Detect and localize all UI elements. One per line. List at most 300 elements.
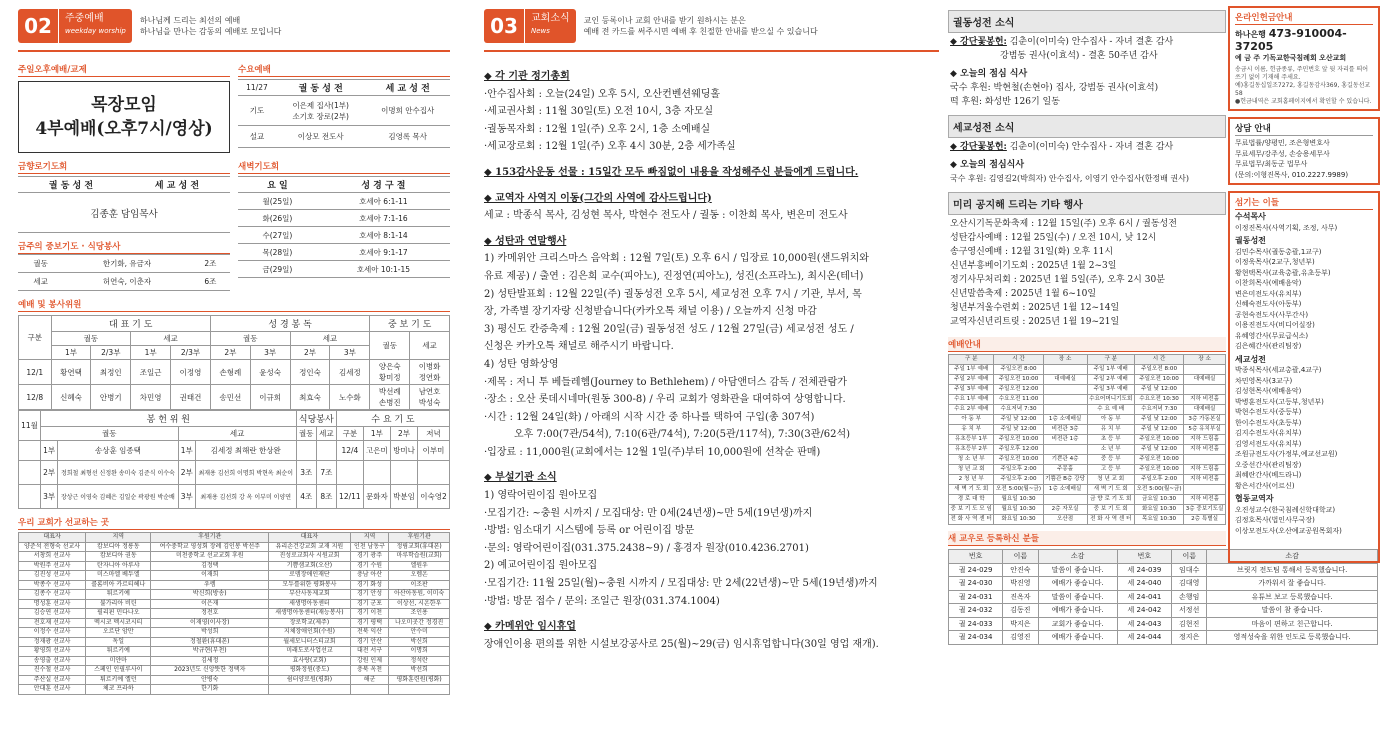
cell: 지체장애인회(수원) — [269, 628, 350, 638]
cell: 박규현(부천) — [151, 647, 269, 657]
column-header: 장 소 — [1184, 355, 1226, 365]
divider — [484, 50, 939, 52]
cell: 수(27일) — [238, 227, 317, 244]
cell: 오산점 — [1043, 515, 1087, 525]
cell: 캄보디아 권동 — [86, 552, 151, 562]
cell: 수요저녁 7:30 — [994, 405, 1043, 415]
cell: 신혜숙 — [51, 385, 91, 410]
cell: 궐 24-032 — [949, 604, 1003, 618]
news-line: 3) 평신도 칸증축제 : 12월 20일(금) 궐동성전 성도 / 12월 27일(금) 세교성전 성도 / — [484, 323, 854, 335]
cell — [370, 360, 410, 385]
table-row — [949, 415, 1226, 425]
cell: 청 년 교 회 — [949, 465, 994, 475]
news-body — [484, 68, 939, 653]
cell: 김세정 최해란 한상완 — [195, 441, 296, 461]
cell: 목요일 10:30 — [1134, 515, 1183, 525]
cell: 세 24-040 — [1117, 577, 1171, 591]
cell: 박성희 — [151, 628, 269, 638]
incense-table — [18, 176, 230, 233]
cell: 인천 남동구 — [350, 542, 389, 552]
cell: 장로학교(제주) — [269, 618, 350, 628]
news-line: ·방법: 방문 접수 / 문의: 조일근 원장(031.374.1004) — [484, 595, 720, 607]
cell: 캄보디아 정릉동 — [86, 542, 151, 552]
cell: 정인숙 — [290, 360, 330, 385]
table-row — [19, 647, 450, 657]
sidebar-info — [1228, 6, 1380, 738]
cell: 김영진 — [1003, 631, 1038, 645]
column-header: 시 간 — [994, 355, 1043, 365]
news-line: ·세교권사회 : 11월 30일(토) 오전 10시, 3층 자모실 — [484, 106, 714, 118]
cell: 이부미 — [418, 441, 450, 461]
cell: 이정수 선교사 — [19, 628, 86, 638]
cell: 멕시코 멕시코시티 — [86, 618, 151, 628]
service-table — [18, 315, 450, 410]
cell: 궐 동 성 전 — [276, 80, 366, 96]
column-header: 대표자 — [269, 533, 350, 543]
cell: 주일오전 10:00 — [1134, 375, 1183, 385]
cell: 금요일 10:30 — [1134, 495, 1183, 505]
staff-item: 이상모전도사(오산예교공원목회자) — [1235, 526, 1342, 535]
cell: 비전관 3층 — [1043, 425, 1087, 435]
cell — [363, 461, 390, 485]
news-heading: ◆ 교역자 사역지 이동(그간의 사역에 감사드립니다) — [484, 192, 712, 204]
cell: 세교 — [178, 427, 296, 441]
cell: 안병기 — [91, 385, 131, 410]
cell: 안진숙 — [1003, 563, 1038, 577]
cell: 수요오전 10:30 — [1134, 395, 1183, 405]
table-row — [19, 609, 450, 619]
cell: 김승연 선교사 — [19, 609, 86, 619]
table-row — [949, 385, 1226, 395]
section-tag — [58, 9, 132, 43]
cell: 기쁨관 B층 강당 — [1043, 475, 1087, 485]
cell: 유 치 부 — [1087, 425, 1134, 435]
cell — [1184, 385, 1226, 395]
segyo-news-title: 세교성전 소식 — [948, 115, 1226, 138]
cell: 조인용 — [389, 609, 450, 619]
cell: 수 요 예 배 — [1087, 405, 1134, 415]
cell: 설교 — [238, 126, 276, 148]
label: ◆ 오늘의 점심 식사 — [950, 69, 1028, 79]
news-heading: ◆ 부설기관 소식 — [484, 472, 557, 484]
cell: 스페인 인필루사이 — [86, 666, 151, 676]
cell: 김대영 — [1172, 577, 1207, 591]
column-header: 후원기관 — [151, 533, 269, 543]
cell: 수요오전 11:00 — [994, 395, 1043, 405]
box-title: 온라인헌금안내 — [1235, 11, 1373, 25]
cell: 월(25일) — [238, 193, 317, 210]
cell: 송영출 선교사 — [19, 656, 86, 666]
cell: 2/3부 — [91, 346, 131, 360]
cell: 안병숙 — [151, 675, 269, 685]
staff-item: 유혜영간사(무료급식소) — [1235, 331, 1309, 340]
news-line: 4) 성탄 영화상영 — [484, 358, 559, 370]
line: 이은제 집사(1부) — [292, 100, 349, 110]
cell: 세 24-043 — [1117, 617, 1171, 631]
news-line: ·입장료 : 11,000원(교회에서는 12월 1일(주)부터 10,000원에 선착순 판매) — [484, 446, 821, 458]
cell: 송상훈 임종택 — [58, 441, 178, 461]
event-item: 신년부흥베이기도회 : 2025년 1월 2~3일 — [950, 261, 1117, 271]
cell: 이규희 — [250, 385, 290, 410]
line: 손병진 — [378, 398, 401, 407]
cell — [1184, 365, 1226, 375]
column-header: 구 분 — [1087, 355, 1134, 365]
cell: 대전 서구 — [350, 647, 389, 657]
event-item: 성탄감사예배 : 12월 25일(수) / 오전 10시, 낮 12시 — [950, 233, 1157, 243]
cell: 지하 비전홀 — [1184, 445, 1226, 455]
cell: 박신희(방송) — [151, 590, 269, 600]
table-row — [19, 628, 450, 638]
table-row — [19, 542, 450, 552]
cell: 대예배실 — [1184, 405, 1226, 415]
cell: 유리손건강교회 교재 지원 — [269, 542, 350, 552]
bank: 하나은행 — [1235, 30, 1266, 39]
cell: 윤성숙 — [250, 360, 290, 385]
cell: 정전호 — [151, 609, 269, 619]
cell: 양준석 전형숙 선교사 — [19, 542, 86, 552]
table-row — [19, 571, 450, 581]
cell: 2부 — [290, 346, 330, 360]
events-list — [948, 215, 1226, 331]
newcomers-title: 새 교우로 등록하신 분들 — [948, 531, 1226, 546]
news-page — [484, 6, 939, 738]
cell: 월세모니터스티교회 — [269, 637, 350, 647]
cell: 5층 유치부실 — [1184, 425, 1226, 435]
account-number: 473-910004-37205 — [1235, 27, 1347, 53]
section-number: 03 — [484, 9, 524, 43]
cell: 세교 — [410, 332, 450, 360]
cell: 박신희 — [389, 637, 450, 647]
cell — [19, 441, 41, 461]
line: 정연화 — [418, 373, 441, 382]
cell: 주일오전 10:00 — [994, 435, 1043, 445]
text: 떡 후원: 화성반 126기 일동 — [950, 97, 1060, 107]
label: ◆ 오늘의 점심식사 — [950, 160, 1025, 170]
staff-item: 김지수전도사(유치부) — [1235, 429, 1302, 437]
table-row — [19, 599, 450, 609]
cell — [410, 385, 450, 410]
cell: 미래도로사업선교 — [269, 647, 350, 657]
section-number: 02 — [18, 9, 58, 43]
cell: 아 동 부 — [949, 415, 994, 425]
desc-line: 하나님께 드리는 최선의 예배 — [139, 16, 241, 25]
news-line: 1) 영락어린이집 원아모집 — [484, 490, 598, 502]
cell: 1부 — [131, 346, 171, 360]
news-line: ·세교장로회 : 12월 1일(주) 오후 4시 30분, 2층 세가족실 — [484, 141, 736, 153]
group-title: 궐동성전 — [1235, 236, 1266, 245]
news-line: ·방법: 임소대기 시스템에 등록 or 어린이집 방문 — [484, 525, 695, 537]
cell: 미스마엘 베두엘 — [86, 571, 151, 581]
dawn-table — [238, 176, 450, 278]
cell: 황연택 — [51, 360, 91, 385]
cell: 지하 드림홀 — [1184, 435, 1226, 445]
cell: 손행임 — [1172, 590, 1207, 604]
cell: 주일오전 10:00 — [1134, 435, 1183, 445]
cell: 3부 — [330, 346, 370, 360]
news-line: ·제목 : 저니 투 베들레헴(Journey to Bethlehem) / 아담앤더스 감독 / 전체관람가 — [484, 376, 847, 388]
table-row — [949, 375, 1226, 385]
table-row — [19, 637, 450, 647]
box-title: 섬기는 이들 — [1235, 196, 1373, 210]
cell — [418, 461, 450, 485]
cell: 경기 안성 — [350, 590, 389, 600]
event-item: 송구영신예배 : 12월 31일(화) 오후 11시 — [950, 247, 1114, 257]
table-row — [949, 485, 1226, 495]
cell: 세 24-041 — [1117, 590, 1171, 604]
cell: 새생명아동센터 — [269, 599, 350, 609]
cell: 권태건 — [171, 385, 211, 410]
section-tag-en: weekday worship — [65, 27, 126, 35]
box-title: 상담 안내 — [1235, 122, 1373, 136]
staff-item: 이정진목사(사역기획, 조정, 사무) — [1235, 223, 1338, 232]
cell: 유튜브 보고 등록했습니다. — [1207, 590, 1378, 604]
cell: 서창희 선교사 — [19, 552, 86, 562]
news-line: ·모집기간: 11월 25일(월)~충원 시까지 / 모집대상: 만 2세(22년생)~만 5세(19년생)까지 — [484, 578, 878, 590]
note: 송금시 이름, 헌금종류, 주민번호 앞 뒷 자리를 띄어쓰기 없이 기재해 주세요. — [1235, 66, 1369, 81]
cell: 마음이 편하고 친근합니다. — [1207, 617, 1378, 631]
cell: 나오미곳간 정경진 — [389, 618, 450, 628]
cell: 정림교회(휴대폰) — [389, 542, 450, 552]
staff-item: 박현수전도사(중등부) — [1235, 408, 1302, 416]
cell: 김종수 선교사 — [19, 590, 86, 600]
cell: 유 치 부 — [949, 425, 994, 435]
cell: 2조 — [191, 255, 230, 273]
cell: 궐 24-031 — [949, 590, 1003, 604]
cell: 한기화, 유금자 — [63, 255, 191, 273]
cell: 말씀이 좋습니다. — [1038, 563, 1117, 577]
section-tag-ko: 교회소식 — [531, 13, 570, 24]
cell: 궐동 — [210, 332, 290, 346]
cell: 최정인 — [91, 360, 131, 385]
cell: 호세아 7:1-16 — [317, 210, 450, 227]
cell: 1부 — [51, 346, 91, 360]
cell: 튀르키예 옐던 — [86, 675, 151, 685]
online-offering-box — [1228, 6, 1380, 111]
cell — [296, 441, 316, 461]
cell: 주일오전 10:00 — [1134, 465, 1183, 475]
column-header: 소감 — [1038, 550, 1117, 564]
table-row — [949, 505, 1226, 515]
staff-item: 이용진전도사(비디어실장) — [1235, 321, 1315, 329]
table-row — [949, 405, 1226, 415]
cell: 소 년 부 — [1087, 445, 1134, 455]
cell: 새 벽 기 도 회 — [1087, 485, 1134, 495]
cell: 화요일 10:30 — [994, 515, 1043, 525]
cell: 독일 — [86, 637, 151, 647]
cell: 주일 1부 예배 — [1087, 365, 1134, 375]
cell: 주일 2부 예배 — [1087, 375, 1134, 385]
cell: 튀르키예 — [86, 590, 151, 600]
cell: 박지은 — [1003, 617, 1038, 631]
cell: 6조 — [191, 273, 230, 291]
cell: 충남 아산 — [350, 571, 389, 581]
cell: 브릿지 전도팀 통해서 등록했습니다. — [1207, 563, 1378, 577]
cell: 이숙영2 — [418, 485, 450, 509]
counsel-item: 무료법률/양평민, 조은형변호사 — [1235, 139, 1330, 147]
cell: 12/11 — [336, 485, 363, 509]
cell: 마루학습원(교회) — [389, 552, 450, 562]
cell: 박진영 — [1003, 577, 1038, 591]
section-tag — [524, 9, 576, 43]
cell: 11월 — [19, 411, 41, 441]
cell: 허연숙, 이춘자 — [63, 273, 191, 291]
cell: 방미나 — [390, 441, 417, 461]
cell: 주일오후 2:00 — [1134, 475, 1183, 485]
news-line: ·시간 : 12월 24일(화) / 아래의 시작 시간 중 하나를 택하여 구입(총 307석) — [484, 411, 815, 423]
mission-title: 우리 교회가 선교하는 곳 — [18, 514, 450, 530]
cell: 오전 5:00(월~금) — [1134, 485, 1183, 495]
cell: 최효숙 — [290, 385, 330, 410]
cell: 오르단 암만 — [86, 628, 151, 638]
news-line: 유료 제공) / 출연 : 김은희 교수(피아노), 진정연(피아노), 성진(소프라노), 최시온(테너) — [484, 270, 864, 282]
incense-title: 금향로기도회 — [18, 158, 230, 174]
event-item: 신년말씀축제 : 2025년 1월 6~10일 — [950, 289, 1097, 299]
cell: 주일오전 8:00 — [1134, 365, 1183, 375]
table-row — [19, 552, 450, 562]
section-desc — [584, 15, 818, 37]
cell: 이명희 — [389, 647, 450, 657]
cell: 김현진 — [1172, 617, 1207, 631]
cell: 로뎀장애인재단 — [269, 571, 350, 581]
cell: 예배가 좋습니다. — [1038, 631, 1117, 645]
table-row — [949, 435, 1226, 445]
sunday-afternoon-title: 주일오후예배/교제 — [18, 61, 230, 77]
cell: 주일 낮 12:00 — [994, 415, 1043, 425]
section-tag-ko: 주중예배 — [65, 13, 104, 24]
cell — [316, 441, 336, 461]
table-row — [19, 685, 450, 695]
cell: 식당봉사 — [296, 411, 336, 427]
cell: 중 등 부 — [1087, 455, 1134, 465]
events-title: 미리 공지해 드리는 기타 행사 — [948, 192, 1226, 215]
service-title: 예배 및 봉사위원 — [18, 296, 450, 312]
cell: 불가리아 비틴 — [86, 599, 151, 609]
cell: 주일오전 10:00 — [994, 455, 1043, 465]
desc-line: 교인 등록이나 교회 안내를 받기 원하시는 분은 — [583, 16, 746, 25]
cell: 봉 헌 위 원 — [41, 411, 297, 427]
cell: 화(26일) — [238, 210, 317, 227]
event-item: 오산시기독문화축제 : 12월 15일(주) 오후 6시 / 궐동성전 — [950, 219, 1177, 229]
cell: 7조 — [316, 461, 336, 485]
cell: 12/1 — [19, 360, 52, 385]
table-row — [19, 675, 450, 685]
cell: 세 교 성 전 — [124, 177, 230, 193]
cell: 이상선, 시온한우 — [389, 599, 450, 609]
cell: 김영록 목사 — [365, 126, 450, 148]
counsel-item: 무료세무/강주성, 손승용세무사 — [1235, 149, 1330, 158]
cell: 주일 낮 12:00 — [994, 425, 1043, 435]
cell — [19, 461, 41, 485]
cell: 김정택 — [151, 561, 269, 571]
cell: 기쁨샘교회(오산) — [269, 561, 350, 571]
cell: 송민선 — [210, 385, 250, 410]
wednesday-title: 수요예배 — [238, 61, 450, 77]
cell: 효사랑(교회) — [269, 656, 350, 666]
cell: 쉼터양로원(평화) — [269, 675, 350, 685]
column-header: 이름 — [1172, 550, 1207, 564]
cell: 차민영 — [131, 385, 171, 410]
column-header: 시 간 — [1134, 355, 1183, 365]
cell: 2부 — [210, 346, 250, 360]
news-line: 2) 예교어린이집 원아모집 — [484, 560, 598, 572]
cell: 대예배실 — [1184, 375, 1226, 385]
cell: 수요 1부 예배 — [949, 395, 994, 405]
group-title: 세교성전 — [1235, 354, 1266, 364]
staff-item: 차민영목사(3교구) — [1235, 376, 1293, 385]
cell — [1043, 385, 1087, 395]
cell: 콜롬비아 카르티헤나 — [86, 580, 151, 590]
cell — [19, 485, 41, 509]
staff-item: 박종식목사(세교총괄,4교구) — [1235, 366, 1322, 374]
line: 남연호 — [418, 387, 441, 396]
column-header: 장 소 — [1043, 355, 1087, 365]
cell: 궐 동 성 전 — [18, 177, 124, 193]
cell: 말씀이 좋습니다. — [1038, 590, 1117, 604]
column-header: 후원기관 — [389, 533, 450, 543]
cell: 필리핀 민다나오 — [86, 609, 151, 619]
cell: 세교 — [131, 332, 211, 346]
staff-item: 최혜란간사(베드라니) — [1235, 471, 1302, 479]
cell: 경기 이천 — [350, 609, 389, 619]
cell: 이정영 — [171, 360, 211, 385]
cell: 손형례 — [210, 360, 250, 385]
cell: 진옥자 — [1003, 590, 1038, 604]
cell: 경기 수원 — [350, 561, 389, 571]
cell: 3부 — [41, 485, 58, 509]
cell: 궐 24-029 — [949, 563, 1003, 577]
cell — [1184, 485, 1226, 495]
line: 이병화 — [418, 362, 441, 371]
cell: 체코 프라하 — [86, 685, 151, 695]
sunday-afternoon-box — [18, 81, 230, 153]
cell: 주일 낮 12:00 — [1134, 445, 1183, 455]
big-line: 4부예배(오후7시/영상) — [35, 119, 213, 139]
cell: 예배가 좋습니다. — [1038, 604, 1117, 618]
cell: 전북 익산 — [350, 628, 389, 638]
cell: 주일 3부 예배 — [1087, 385, 1134, 395]
cell: 김종훈 담임목사 — [18, 193, 230, 233]
desc-line: 예배 전 카드를 써주시면 예배 후 친절한 안내를 받으실 수 있습니다 — [583, 27, 818, 36]
cell: 궐 24-034 — [949, 631, 1003, 645]
cell: 1층 소예배실 — [1043, 415, 1087, 425]
news-line: ·궐동목자회 : 12월 1일(주) 오후 2시, 1층 소예배실 — [484, 123, 711, 135]
cell: 주일오전 12:00 — [994, 385, 1043, 395]
table-row — [949, 515, 1226, 525]
cell: 궐동 — [18, 255, 63, 273]
news-line: ·안수집사회 : 오늘(24일) 오후 5시, 오산컨벤션웨딩홀 — [484, 88, 721, 100]
group-title: 협동교역자 — [1235, 494, 1274, 503]
cell: 3조 — [296, 461, 316, 485]
table-row — [949, 465, 1226, 475]
cell — [336, 461, 363, 485]
cell: 2 청 년 부 — [949, 475, 994, 485]
cell: 이명희 안수집사 — [365, 96, 450, 126]
column-header: 이름 — [1003, 550, 1038, 564]
gwol-news-title: 궐동성전 소식 — [948, 10, 1226, 33]
cell: 3부 — [178, 485, 195, 509]
cell: 전 화 사 역 센 터 — [949, 515, 994, 525]
cell: 중 보 기 도 회 — [1087, 505, 1134, 515]
intercession-title: 금주의 중보기도 · 식당봉사 — [18, 238, 230, 254]
cell: 아산아동원, 이미숙 — [389, 590, 450, 600]
table-row — [19, 590, 450, 600]
staff-item: 신혜숙전도사(아동부) — [1235, 300, 1302, 308]
cell: 주일오전 8:00 — [994, 365, 1043, 375]
cell: 진성로교회사 시원교회 — [269, 552, 350, 562]
cell: 안수미 — [389, 628, 450, 638]
cell: 아 동 부 — [1087, 415, 1134, 425]
cell: 박종수 선교사 — [19, 580, 86, 590]
